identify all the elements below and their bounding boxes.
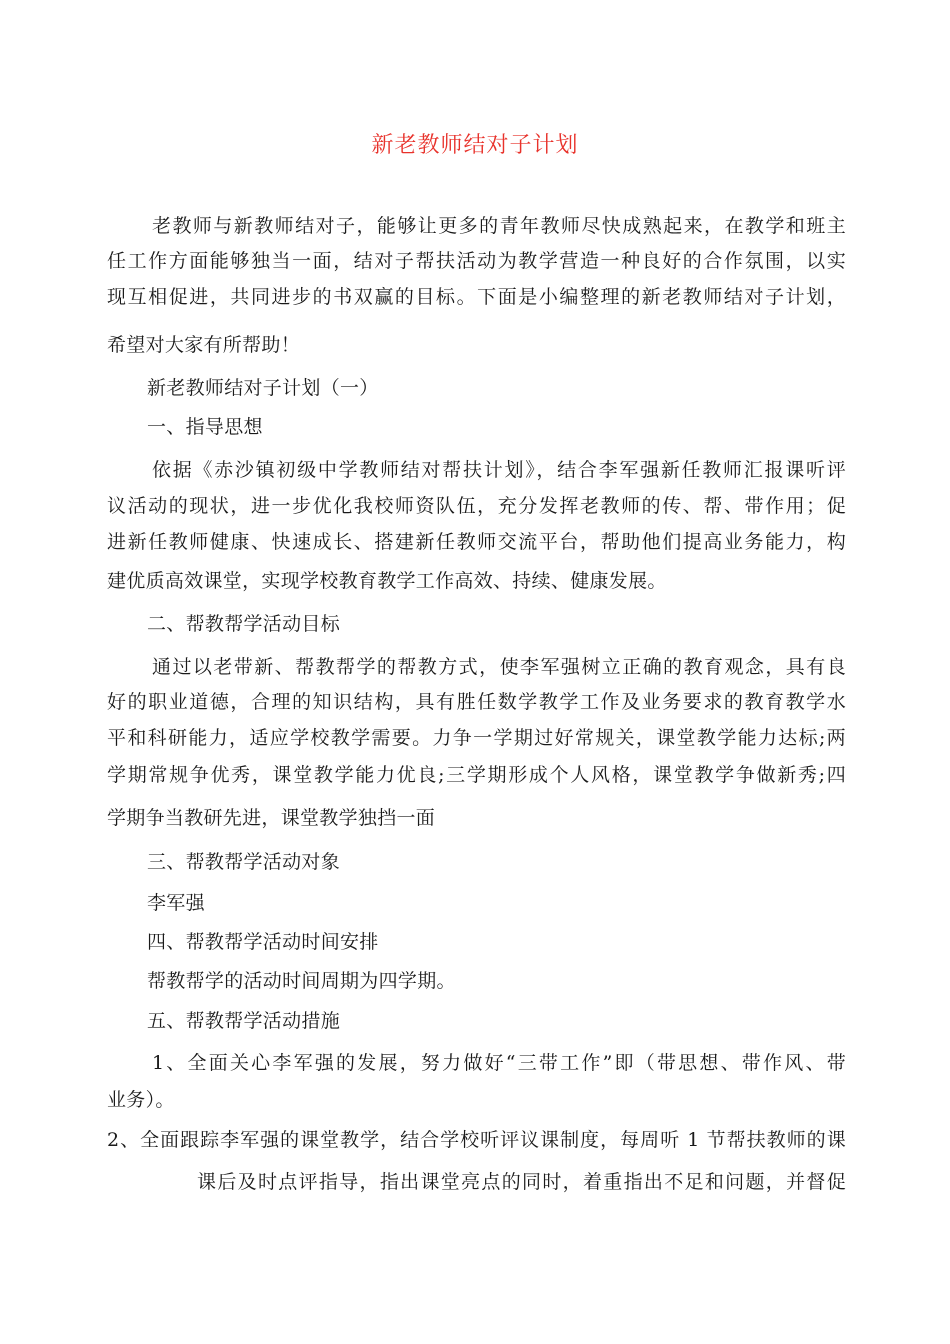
- paragraph-line: 平和科研能力，适应学校教学需要。力争一学期过好常规关，课堂教学能力达标;两: [107, 727, 846, 749]
- list-item-line: 课后及时点评指导，指出课堂亮点的同时，着重指出不足和问题，并督促: [197, 1171, 846, 1193]
- section-heading: 五、帮教帮学活动措施: [147, 1010, 341, 1032]
- plan-heading: 新老教师结对子计划（一）: [147, 377, 379, 399]
- paragraph-line: 进新任教师健康、快速成长、搭建新任教师交流平台，帮助他们提高业务能力，构: [107, 531, 846, 553]
- section-heading: 一、指导思想: [147, 416, 263, 438]
- intro-line: 任工作方面能够独当一面，结对子帮扶活动为教学营造一种良好的合作氛围，以实: [107, 250, 846, 272]
- intro-line: 老教师与新教师结对子，能够让更多的青年教师尽快成熟起来，在教学和班主: [152, 215, 846, 237]
- paragraph-line: 通过以老带新、帮教帮学的帮教方式，使李军强树立正确的教育观念，具有良: [152, 656, 846, 678]
- intro-line: 现互相促进，共同进步的书双赢的目标。下面是小编整理的新老教师结对子计划，: [107, 286, 846, 308]
- paragraph-line: 建优质高效课堂，实现学校教育教学工作高效、持续、健康发展。: [107, 570, 667, 592]
- paragraph-line: 依据《赤沙镇初级中学教师结对帮扶计划》，结合李军强新任教师汇报课听评: [152, 459, 846, 481]
- paragraph-line: 学期常规争优秀，课堂教学能力优良;三学期形成个人风格，课堂教学争做新秀;四: [107, 764, 846, 786]
- section-content: 帮教帮学的活动时间周期为四学期。: [147, 970, 456, 992]
- section-content: 李军强: [147, 892, 205, 914]
- list-item-line: 2、全面跟踪李军强的课堂教学，结合学校听评议课制度，每周听 1 节帮扶教师的课: [107, 1129, 846, 1151]
- section-heading: 二、帮教帮学活动目标: [147, 613, 341, 635]
- section-heading: 三、帮教帮学活动对象: [147, 851, 341, 873]
- list-item-line: 业务）。: [107, 1089, 175, 1111]
- paragraph-line: 好的职业道德，合理的知识结构，具有胜任数学教学工作及业务要求的教育教学水: [107, 691, 846, 713]
- paragraph-line: 议活动的现状，进一步优化我校师资队伍，充分发挥老教师的传、帮、带作用；促: [107, 495, 846, 517]
- section-heading: 四、帮教帮学活动时间安排: [147, 931, 379, 953]
- intro-line: 希望对大家有所帮助！: [107, 334, 301, 356]
- list-item-line: 1、全面关心李军强的发展，努力做好“三带工作”即（带思想、带作风、带: [152, 1052, 846, 1074]
- document-title: 新老教师结对子计划: [371, 133, 579, 158]
- paragraph-line: 学期争当教研先进，课堂教学独挡一面: [107, 807, 436, 829]
